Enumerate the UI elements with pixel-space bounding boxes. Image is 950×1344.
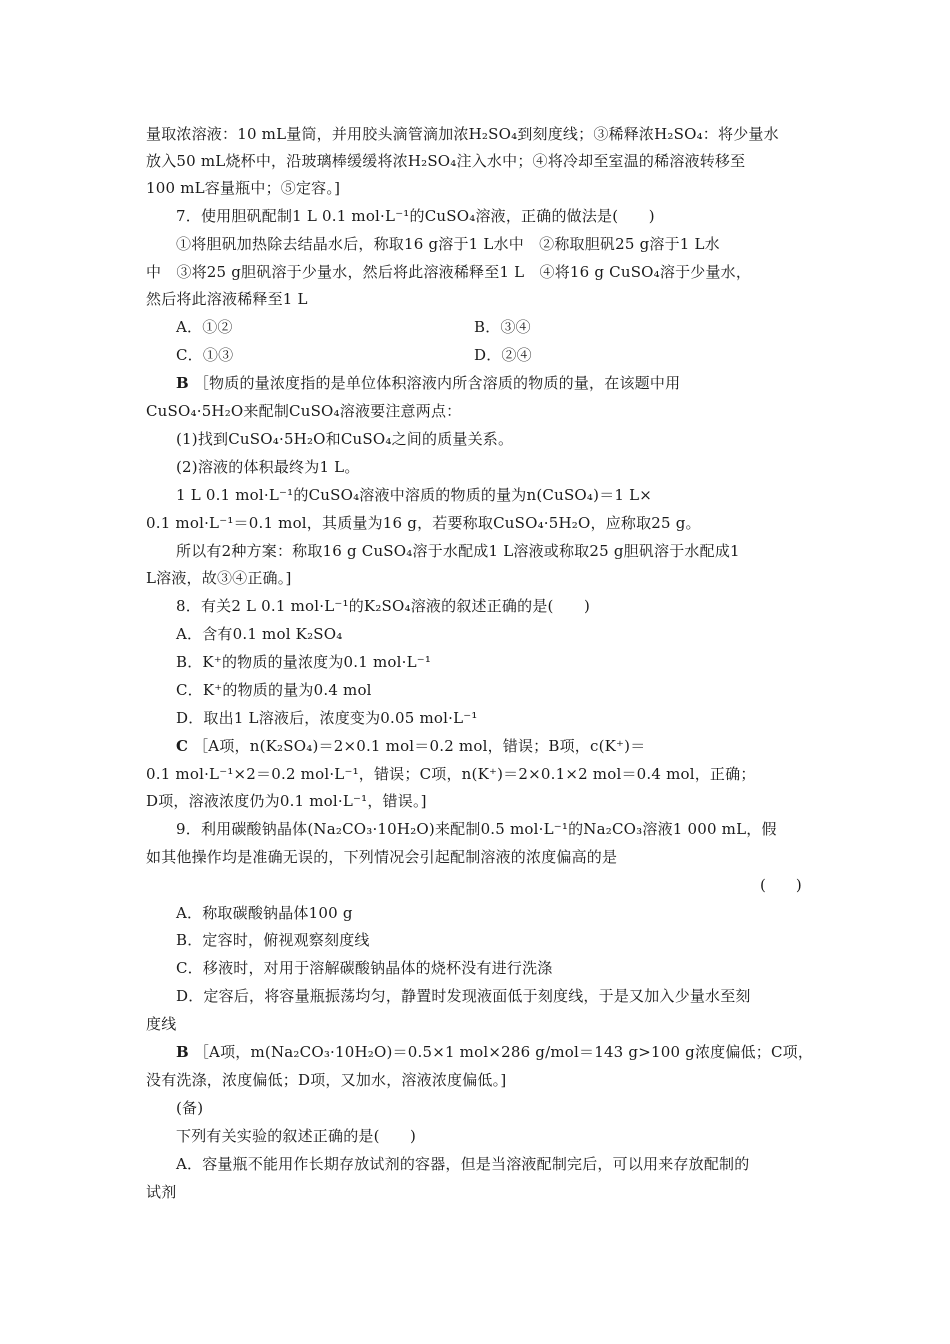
backup-tag: (备) <box>176 1099 204 1117</box>
text-line: L溶液，故③④正确。] <box>146 569 292 587</box>
text-line: ①将胆矾加热除去结晶水后，称取16 g溶于1 L水中 ②称取胆矾25 g溶于1 L水 <box>176 235 720 253</box>
option-d: D．取出1 L溶液后，浓度变为0.05 mol·L⁻¹ <box>176 709 478 727</box>
option-d: D．②④ <box>474 346 532 364</box>
text-line: 如其他操作均是准确无误的，下列情况会引起配制溶液的浓度偏高的是 <box>146 848 618 866</box>
text-line: 没有洗涤，浓度偏低；D项，又加水，溶液浓度偏低。] <box>146 1071 507 1089</box>
option-row <box>176 317 531 337</box>
explanation-text: ［物质的量浓度指的是单位体积溶液内所含溶质的物质的量，在该题中用 <box>193 374 681 392</box>
explanation-text: ［A项，n(K₂SO₄)＝2×0.1 mol＝0.2 mol，错误；B项，c(K⁺)＝ <box>193 737 646 755</box>
answer-letter: B <box>176 1043 189 1061</box>
text-line: (1)找到CuSO₄·5H₂O和CuSO₄之间的质量关系。 <box>176 430 514 448</box>
answer-parenthesis: ( ) <box>760 876 802 894</box>
option-b: B．定容时，俯视观察刻度线 <box>176 931 370 949</box>
option-c: C．移液时，对用于溶解碳酸钠晶体的烧杯没有进行洗涤 <box>176 959 553 977</box>
question-9-stem: 9．利用碳酸钠晶体(Na₂CO₃·10H₂O)来配制0.5 mol·L⁻¹的Na₂CO₃溶液1 000 mL，假 <box>176 820 777 838</box>
text-line: 0.1 mol·L⁻¹＝0.1 mol，其质量为16 g，若要称取CuSO₄·5H₂O，应称取25 g。 <box>146 514 701 532</box>
answer-line <box>176 1042 813 1062</box>
answer-letter: B <box>176 374 189 392</box>
option-c: C．K⁺的物质的量为0.4 mol <box>176 681 372 699</box>
answer-line <box>176 373 680 393</box>
backup-question-stem: 下列有关实验的叙述正确的是( ) <box>176 1127 417 1145</box>
text-line: 放入50 mL烧杯中，沿玻璃棒缓缓将浓H₂SO₄注入水中；④将冷却至室温的稀溶液转移至 <box>146 152 746 170</box>
explanation-text: ［A项，m(Na₂CO₃·10H₂O)＝0.5×1 mol×286 g/mol＝143 g>100 g浓度偏低；C项， <box>193 1043 814 1061</box>
option-b: B．K⁺的物质的量浓度为0.1 mol·L⁻¹ <box>176 653 432 671</box>
option-a: A．容量瓶不能用作长期存放试剂的容器，但是当溶液配制完后，可以用来存放配制的 <box>176 1155 750 1173</box>
option-a: A．含有0.1 mol K₂SO₄ <box>176 625 343 643</box>
text-line: 量取浓溶液：10 mL量筒，并用胶头滴管滴加浓H₂SO₄到刻度线；③稀释浓H₂SO₄：将少量水 <box>146 125 779 143</box>
text-line: 所以有2种方案：称取16 g CuSO₄溶于水配成1 L溶液或称取25 g胆矾溶于水配成1 <box>176 542 740 560</box>
text-line: 试剂 <box>146 1183 177 1201</box>
text-line: 0.1 mol·L⁻¹×2＝0.2 mol·L⁻¹，错误；C项，n(K⁺)＝2×0.1×2 mol＝0.4 mol，正确； <box>146 765 756 783</box>
option-a: A．称取碳酸钠晶体100 g <box>176 904 353 922</box>
question-8-stem: 8．有关2 L 0.1 mol·L⁻¹的K₂SO₄溶液的叙述正确的是( ) <box>176 597 591 615</box>
text-line: 然后将此溶液稀释至1 L <box>146 290 308 308</box>
question-7-stem: 7．使用胆矾配制1 L 0.1 mol·L⁻¹的CuSO₄溶液，正确的做法是( ) <box>176 207 655 225</box>
option-d: D．定容后，将容量瓶振荡均匀，静置时发现液面低于刻度线，于是又加入少量水至刻 <box>176 987 751 1005</box>
option-c: C．①③ <box>176 346 234 364</box>
option-row <box>176 345 532 365</box>
text-line: 1 L 0.1 mol·L⁻¹的CuSO₄溶液中溶质的物质的量为n(CuSO₄)＝1 L× <box>176 486 653 504</box>
text-line: CuSO₄·5H₂O来配制CuSO₄溶液要注意两点： <box>146 402 462 420</box>
option-a: A．①② <box>176 318 233 336</box>
answer-line <box>176 736 645 756</box>
text-line: (2)溶液的体积最终为1 L。 <box>176 458 360 476</box>
text-line: 中 ③将25 g胆矾溶于少量水，然后将此溶液稀释至1 L ④将16 g CuSO₄溶于少量水， <box>146 263 752 281</box>
answer-letter: C <box>176 737 189 755</box>
option-b: B．③④ <box>474 318 531 336</box>
text-line: 度线 <box>146 1015 177 1033</box>
text-line: 100 mL容量瓶中；⑤定容。] <box>146 179 341 197</box>
text-line: D项，溶液浓度仍为0.1 mol·L⁻¹，错误。] <box>146 792 427 810</box>
